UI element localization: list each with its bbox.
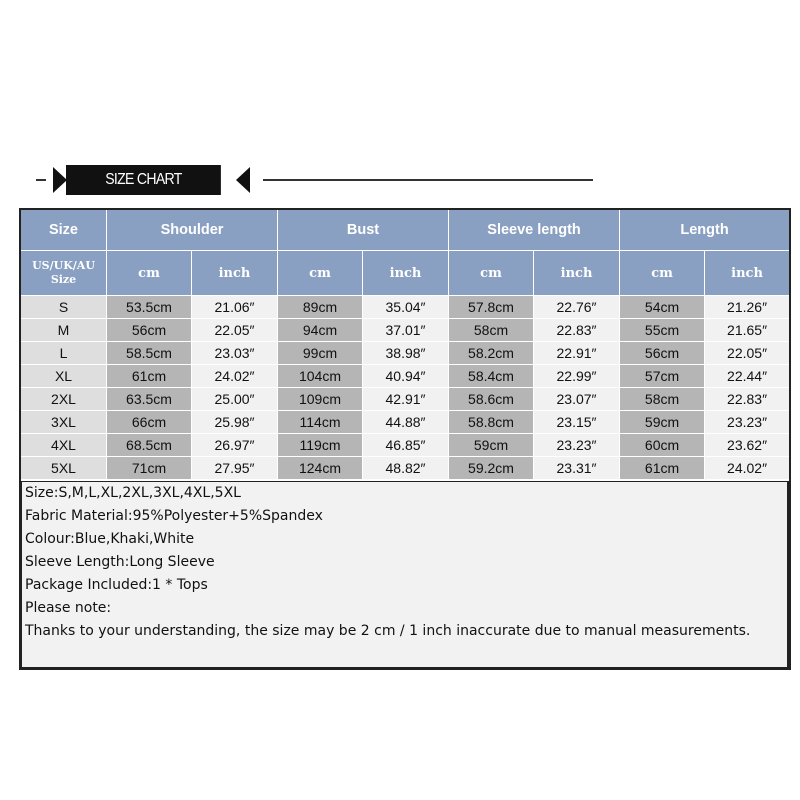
info-sleeve: Sleeve Length:Long Sleeve (25, 554, 215, 570)
measurement-cell: 42.91″ (363, 388, 449, 411)
measurement-cell: 63.5cm (107, 388, 192, 411)
measurement-cell: 119cm (278, 434, 363, 457)
table-row (21, 457, 790, 480)
measurement-cell: 23.07″ (534, 388, 620, 411)
unit-header: inch (192, 251, 278, 296)
measurement-cell: 68.5cm (107, 434, 192, 457)
measurement-cell: 24.02″ (705, 457, 790, 480)
measurement-cell: 25.00″ (192, 388, 278, 411)
product-info-box (20, 481, 789, 669)
banner-left-arrow (53, 167, 67, 193)
measurement-cell: 23.31″ (534, 457, 620, 480)
size-region-line1: US/UK/AU (32, 259, 95, 272)
measurement-cell: 124cm (278, 457, 363, 480)
unit-header-row (21, 251, 790, 296)
size-cell: L (21, 342, 107, 365)
unit-header: cm (107, 251, 192, 296)
info-note-text: Thanks to your understanding, the size may be 2 cm / 1 inch inaccurate due to manual measurements. (25, 623, 751, 639)
measurement-cell: 58cm (620, 388, 705, 411)
measurement-cell: 59.2cm (449, 457, 534, 480)
banner-rule (263, 179, 593, 181)
measurement-cell: 59cm (620, 411, 705, 434)
measurement-cell: 56cm (107, 319, 192, 342)
measurement-cell: 71cm (107, 457, 192, 480)
measurement-cell: 27.95″ (192, 457, 278, 480)
measurement-cell: 114cm (278, 411, 363, 434)
measurement-cell: 58.2cm (449, 342, 534, 365)
size-region-label (21, 251, 107, 296)
info-fabric: Fabric Material:95%Polyester+5%Spandex (25, 508, 323, 524)
measurement-cell: 46.85″ (363, 434, 449, 457)
measurement-cell: 21.06″ (192, 296, 278, 319)
measurement-cell: 57cm (620, 365, 705, 388)
size-cell: S (21, 296, 107, 319)
measurement-cell: 21.26″ (705, 296, 790, 319)
size-cell: 4XL (21, 434, 107, 457)
table-row (21, 411, 790, 434)
info-colour: Colour:Blue,Khaki,White (25, 531, 195, 547)
measurement-cell: 57.8cm (449, 296, 534, 319)
measurement-cell: 22.05″ (192, 319, 278, 342)
banner-left-dash (36, 179, 46, 181)
measurement-cell: 22.99″ (534, 365, 620, 388)
measurement-cell: 25.98″ (192, 411, 278, 434)
info-sizes: Size:S,M,L,XL,2XL,3XL,4XL,5XL (25, 485, 241, 501)
measurement-cell: 104cm (278, 365, 363, 388)
size-cell: 5XL (21, 457, 107, 480)
measurement-cell: 55cm (620, 319, 705, 342)
measurement-cell: 40.94″ (363, 365, 449, 388)
measurement-cell: 22.83″ (534, 319, 620, 342)
measurement-cell: 24.02″ (192, 365, 278, 388)
size-cell: M (21, 319, 107, 342)
unit-header: inch (534, 251, 620, 296)
table-row (21, 388, 790, 411)
table-row (21, 434, 790, 457)
group-header-shoulder: Shoulder (107, 210, 278, 251)
measurement-cell: 23.62″ (705, 434, 790, 457)
measurement-cell: 99cm (278, 342, 363, 365)
measurement-cell: 22.91″ (534, 342, 620, 365)
size-cell: 3XL (21, 411, 107, 434)
group-header-row (21, 210, 790, 251)
measurement-cell: 94cm (278, 319, 363, 342)
info-note-label: Please note: (25, 600, 112, 616)
measurement-cell: 66cm (107, 411, 192, 434)
measurement-cell: 48.82″ (363, 457, 449, 480)
table-row (21, 319, 790, 342)
measurement-cell: 89cm (278, 296, 363, 319)
unit-header: cm (620, 251, 705, 296)
table-row (21, 296, 790, 319)
table-row (21, 342, 790, 365)
measurement-cell: 58cm (449, 319, 534, 342)
measurement-cell: 44.88″ (363, 411, 449, 434)
group-header-size: Size (21, 210, 107, 251)
measurement-cell: 22.05″ (705, 342, 790, 365)
measurement-cell: 38.98″ (363, 342, 449, 365)
measurement-cell: 35.04″ (363, 296, 449, 319)
measurement-cell: 58.6cm (449, 388, 534, 411)
group-header-length: Length (620, 210, 790, 251)
unit-header: cm (278, 251, 363, 296)
measurement-cell: 22.76″ (534, 296, 620, 319)
measurement-cell: 22.83″ (705, 388, 790, 411)
group-header-bust: Bust (278, 210, 449, 251)
size-chart-title: SIZE CHART (66, 165, 221, 195)
info-package: Package Included:1 * Tops (25, 577, 208, 593)
measurement-cell: 23.15″ (534, 411, 620, 434)
measurement-cell: 23.23″ (705, 411, 790, 434)
banner-right-arrow (236, 167, 250, 193)
measurement-cell: 53.5cm (107, 296, 192, 319)
measurement-cell: 23.03″ (192, 342, 278, 365)
measurement-cell: 56cm (620, 342, 705, 365)
measurement-cell: 54cm (620, 296, 705, 319)
measurement-cell: 23.23″ (534, 434, 620, 457)
unit-header: inch (705, 251, 790, 296)
size-cell: 2XL (21, 388, 107, 411)
measurement-cell: 22.44″ (705, 365, 790, 388)
measurement-cell: 37.01″ (363, 319, 449, 342)
measurement-cell: 58.5cm (107, 342, 192, 365)
size-region-line2: Size (50, 273, 77, 286)
measurement-cell: 61cm (620, 457, 705, 480)
size-cell: XL (21, 365, 107, 388)
measurement-cell: 21.65″ (705, 319, 790, 342)
group-header-sleeve-length: Sleeve length (449, 210, 620, 251)
unit-header: inch (363, 251, 449, 296)
measurement-cell: 58.4cm (449, 365, 534, 388)
measurement-cell: 61cm (107, 365, 192, 388)
unit-header: cm (449, 251, 534, 296)
table-row (21, 365, 790, 388)
measurement-cell: 59cm (449, 434, 534, 457)
measurement-cell: 109cm (278, 388, 363, 411)
size-chart-table (20, 209, 790, 480)
measurement-cell: 60cm (620, 434, 705, 457)
measurement-cell: 58.8cm (449, 411, 534, 434)
measurement-cell: 26.97″ (192, 434, 278, 457)
